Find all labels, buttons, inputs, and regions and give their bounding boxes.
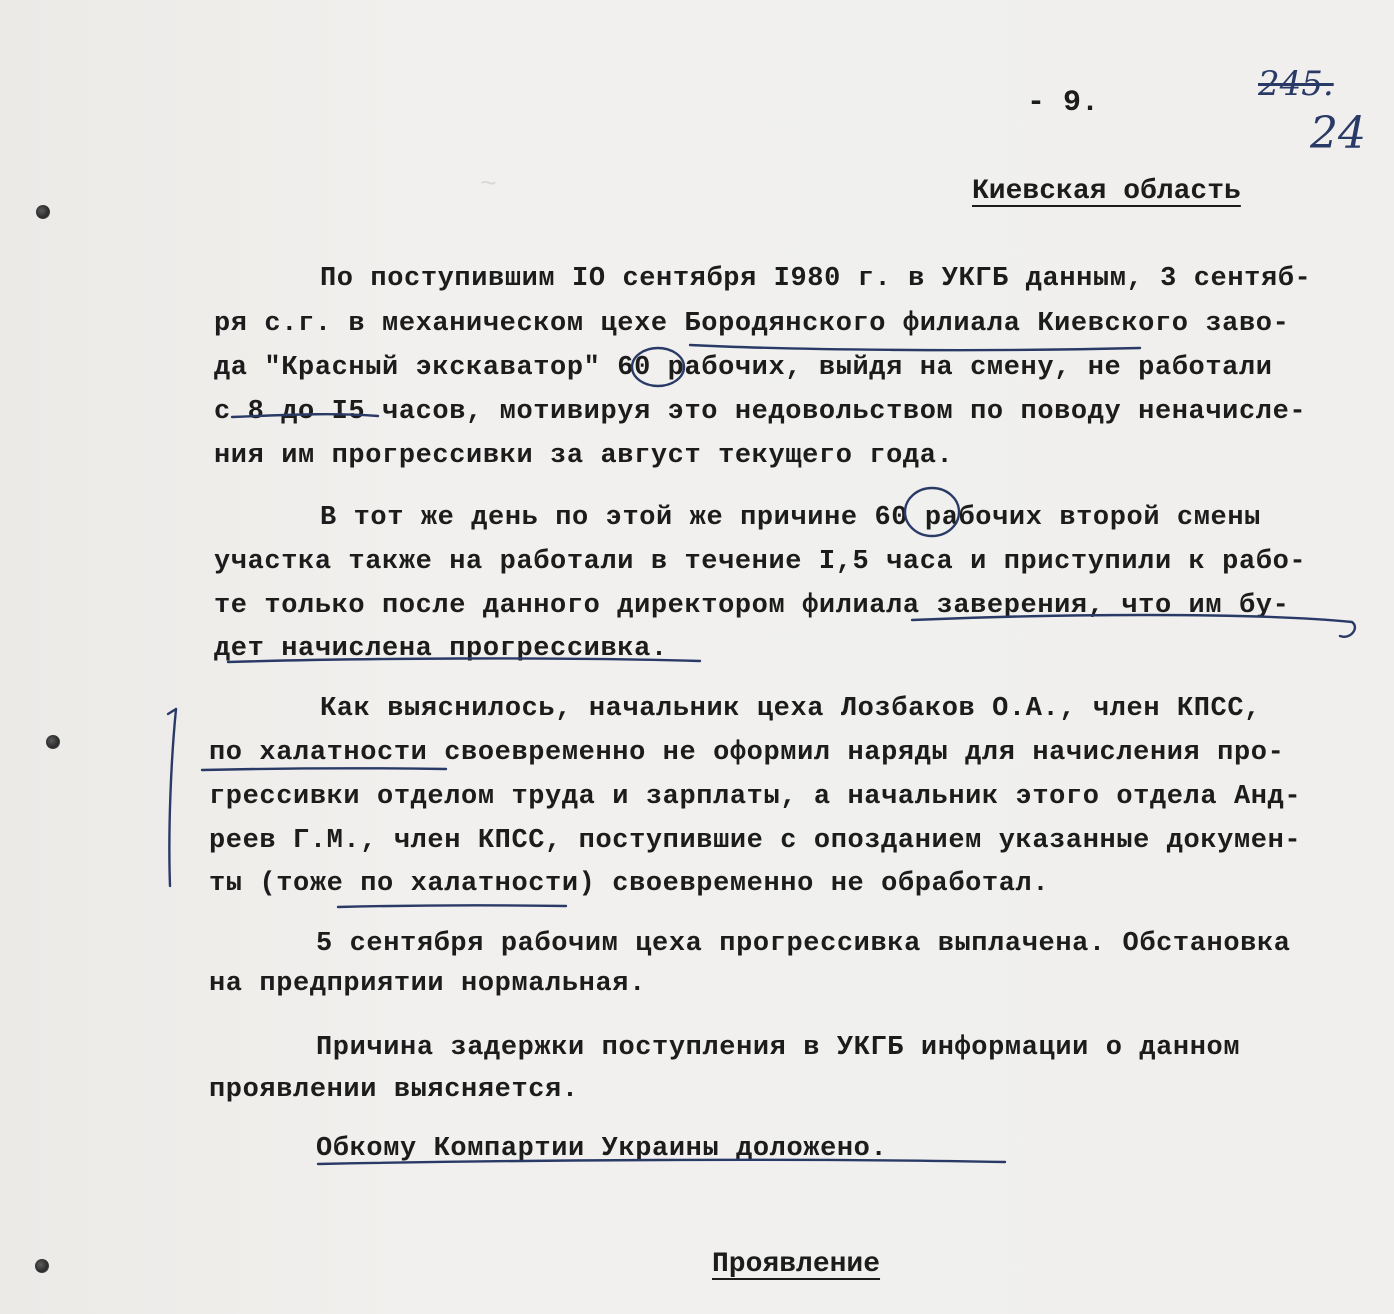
underline-mark <box>318 1160 1005 1164</box>
underline-mark <box>338 905 566 907</box>
page-number: - 9. <box>1027 86 1100 120</box>
paragraph-4-line-1: 5 сентября рабочим цеха прогрессивка выплачена. Обстановка <box>316 929 1291 959</box>
bleed-through-text: ~ <box>480 170 498 201</box>
paragraph-5-line-2: проявлении выясняется. <box>209 1075 579 1105</box>
margin-bracket-mark <box>169 709 176 886</box>
handwritten-old-page-number: 245. <box>1258 64 1334 104</box>
paragraph-2-line-1: В тот же день по этой же причине 60 рабочих второй смены <box>320 503 1261 533</box>
region-heading: Киевская область <box>972 176 1241 207</box>
paragraph-3-line-2: по халатности своевременно не оформил наряды для начисления про- <box>209 738 1285 768</box>
underline-mark <box>912 615 1355 637</box>
circle-mark <box>905 488 959 536</box>
paragraph-3-line-5: ты (тоже по халатности) своевременно не обработал. <box>209 869 1050 899</box>
paragraph-1-line-1: По поступившим IO сентября I980 г. в УКГБ данным, 3 сентяб- <box>320 264 1312 294</box>
paragraph-1-line-2: ря с.г. в механическом цехе Бородянского филиала Киевского заво- <box>214 309 1290 339</box>
handwritten-new-page-number: 24 <box>1310 108 1366 159</box>
paragraph-2-line-4: дет начислена прогрессивка. <box>214 634 668 664</box>
paragraph-5-line-1: Причина задержки поступления в УКГБ информации о данном <box>316 1033 1241 1063</box>
paragraph-2-line-3: те только после данного директором филиала заверения, что им бу- <box>214 591 1290 621</box>
next-section-heading: Проявление <box>712 1249 881 1280</box>
paragraph-1-line-4: с 8 до I5 часов, мотивируя это недовольством по поводу неначисле- <box>214 397 1307 427</box>
underline-mark <box>690 345 1140 350</box>
underline-mark <box>232 414 378 417</box>
paragraph-4-line-2: на предприятии нормальная. <box>209 969 646 999</box>
underline-mark <box>228 658 700 662</box>
paragraph-3-line-3: грессивки отделом труда и зарплаты, а начальник этого отдела Анд- <box>209 782 1302 812</box>
paragraph-3-line-1: Как выяснилось, начальник цеха Лозбаков О.А., член КПСС, <box>320 694 1261 724</box>
paragraph-3-line-4: реев Г.М., член КПСС, поступившие с опозданием указанные докумен- <box>209 826 1302 856</box>
paragraph-1-line-3: да "Красный экскаватор" 60 рабочих, выйдя на смену, не работали <box>214 353 1273 383</box>
paragraph-1-line-5: ния им прогрессивки за август текущего года. <box>214 441 954 471</box>
circle-mark <box>632 348 684 386</box>
underline-mark <box>202 768 446 770</box>
paragraph-6-line-1: Обкому Компартии Украины доложено. <box>316 1134 888 1164</box>
paragraph-2-line-2: участка также на работали в течение I,5 часа и приступили к рабо- <box>214 547 1307 577</box>
